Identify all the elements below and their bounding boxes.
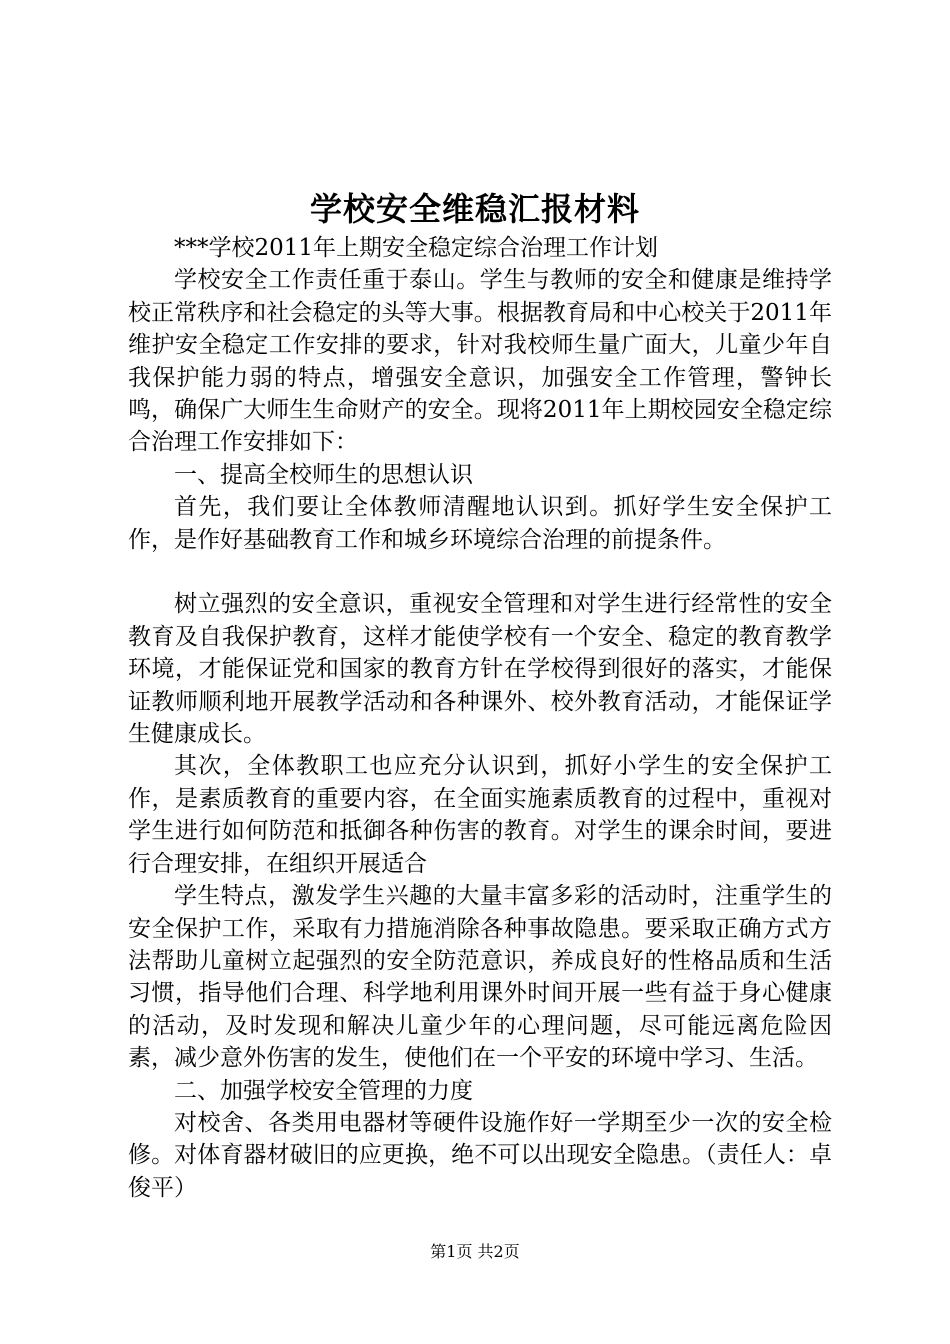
body-paragraph: 对校舍、各类用电器材等硬件设施作好一学期至少一次的安全检修。对体育器材破旧的应更换，绝不可以出现安全隐患。（责任人：卓俊平） (128, 1109, 832, 1201)
section-heading-2: 二、加强学校安全管理的力度 (174, 1077, 473, 1104)
section-heading-1: 一、提高全校师生的思想认识 (174, 461, 473, 488)
document-body (128, 232, 832, 1204)
blank-line (128, 556, 832, 588)
page-footer: 第1页 共2页 (430, 1242, 520, 1261)
body-paragraph: 树立强烈的安全意识，重视安全管理和对学生进行经常性的安全教育及自我保护教育，这样才能使学校有一个安全、稳定的教育教学环境，才能保证党和国家的教育方针在学校得到很好的落实，才能保证教师顺利地开展教学活动和各种课外、校外教育活动，才能保证学生健康成长。 (128, 591, 832, 748)
body-paragraph: 首先，我们要让全体教师清醒地认识到。抓好学生安全保护工作，是作好基础教育工作和城乡环境综合治理的前提条件。 (128, 494, 832, 553)
body-paragraph: 学生特点，激发学生兴趣的大量丰富多彩的活动时，注重学生的安全保护工作，采取有力措施消除各种事故隐患。要采取正确方式方法帮助儿童树立起强烈的安全防范意识，养成良好的性格品质和生活习惯，指导他们合理、科学地利用课外时间开展一些有益于身心健康的活动，及时发现和解决儿童少年的心理问题，尽可能远离危险因素，减少意外伤害的发生，使他们在一个平安的环境中学习、生活。 (128, 883, 832, 1072)
body-paragraph: 其次，全体教职工也应充分认识到，抓好小学生的安全保护工作，是素质教育的重要内容，在全面实施素质教育的过程中，重视对学生进行如何防范和抵御各种伤害的教育。对学生的课余时间，要进行合理安排，在组织开展适合 (128, 753, 832, 877)
document-title: 学校安全维稳汇报材料 (309, 190, 640, 228)
subtitle-paragraph: ***学校2011年上期安全稳定综合治理工作计划 (174, 235, 659, 261)
intro-paragraph: 学校安全工作责任重于泰山。学生与教师的安全和健康是维持学校正常秩序和社会稳定的头等大事。根据教育局和中心校关于2011年维护安全稳定工作安排的要求，针对我校师生量广面大，儿童少年自我保护能力弱的特点，增强安全意识，加强安全工作管理，警钟长鸣，确保广大师生生命财产的安全。现将2011年上期校园安全稳定综合治理工作安排如下： (128, 267, 832, 456)
